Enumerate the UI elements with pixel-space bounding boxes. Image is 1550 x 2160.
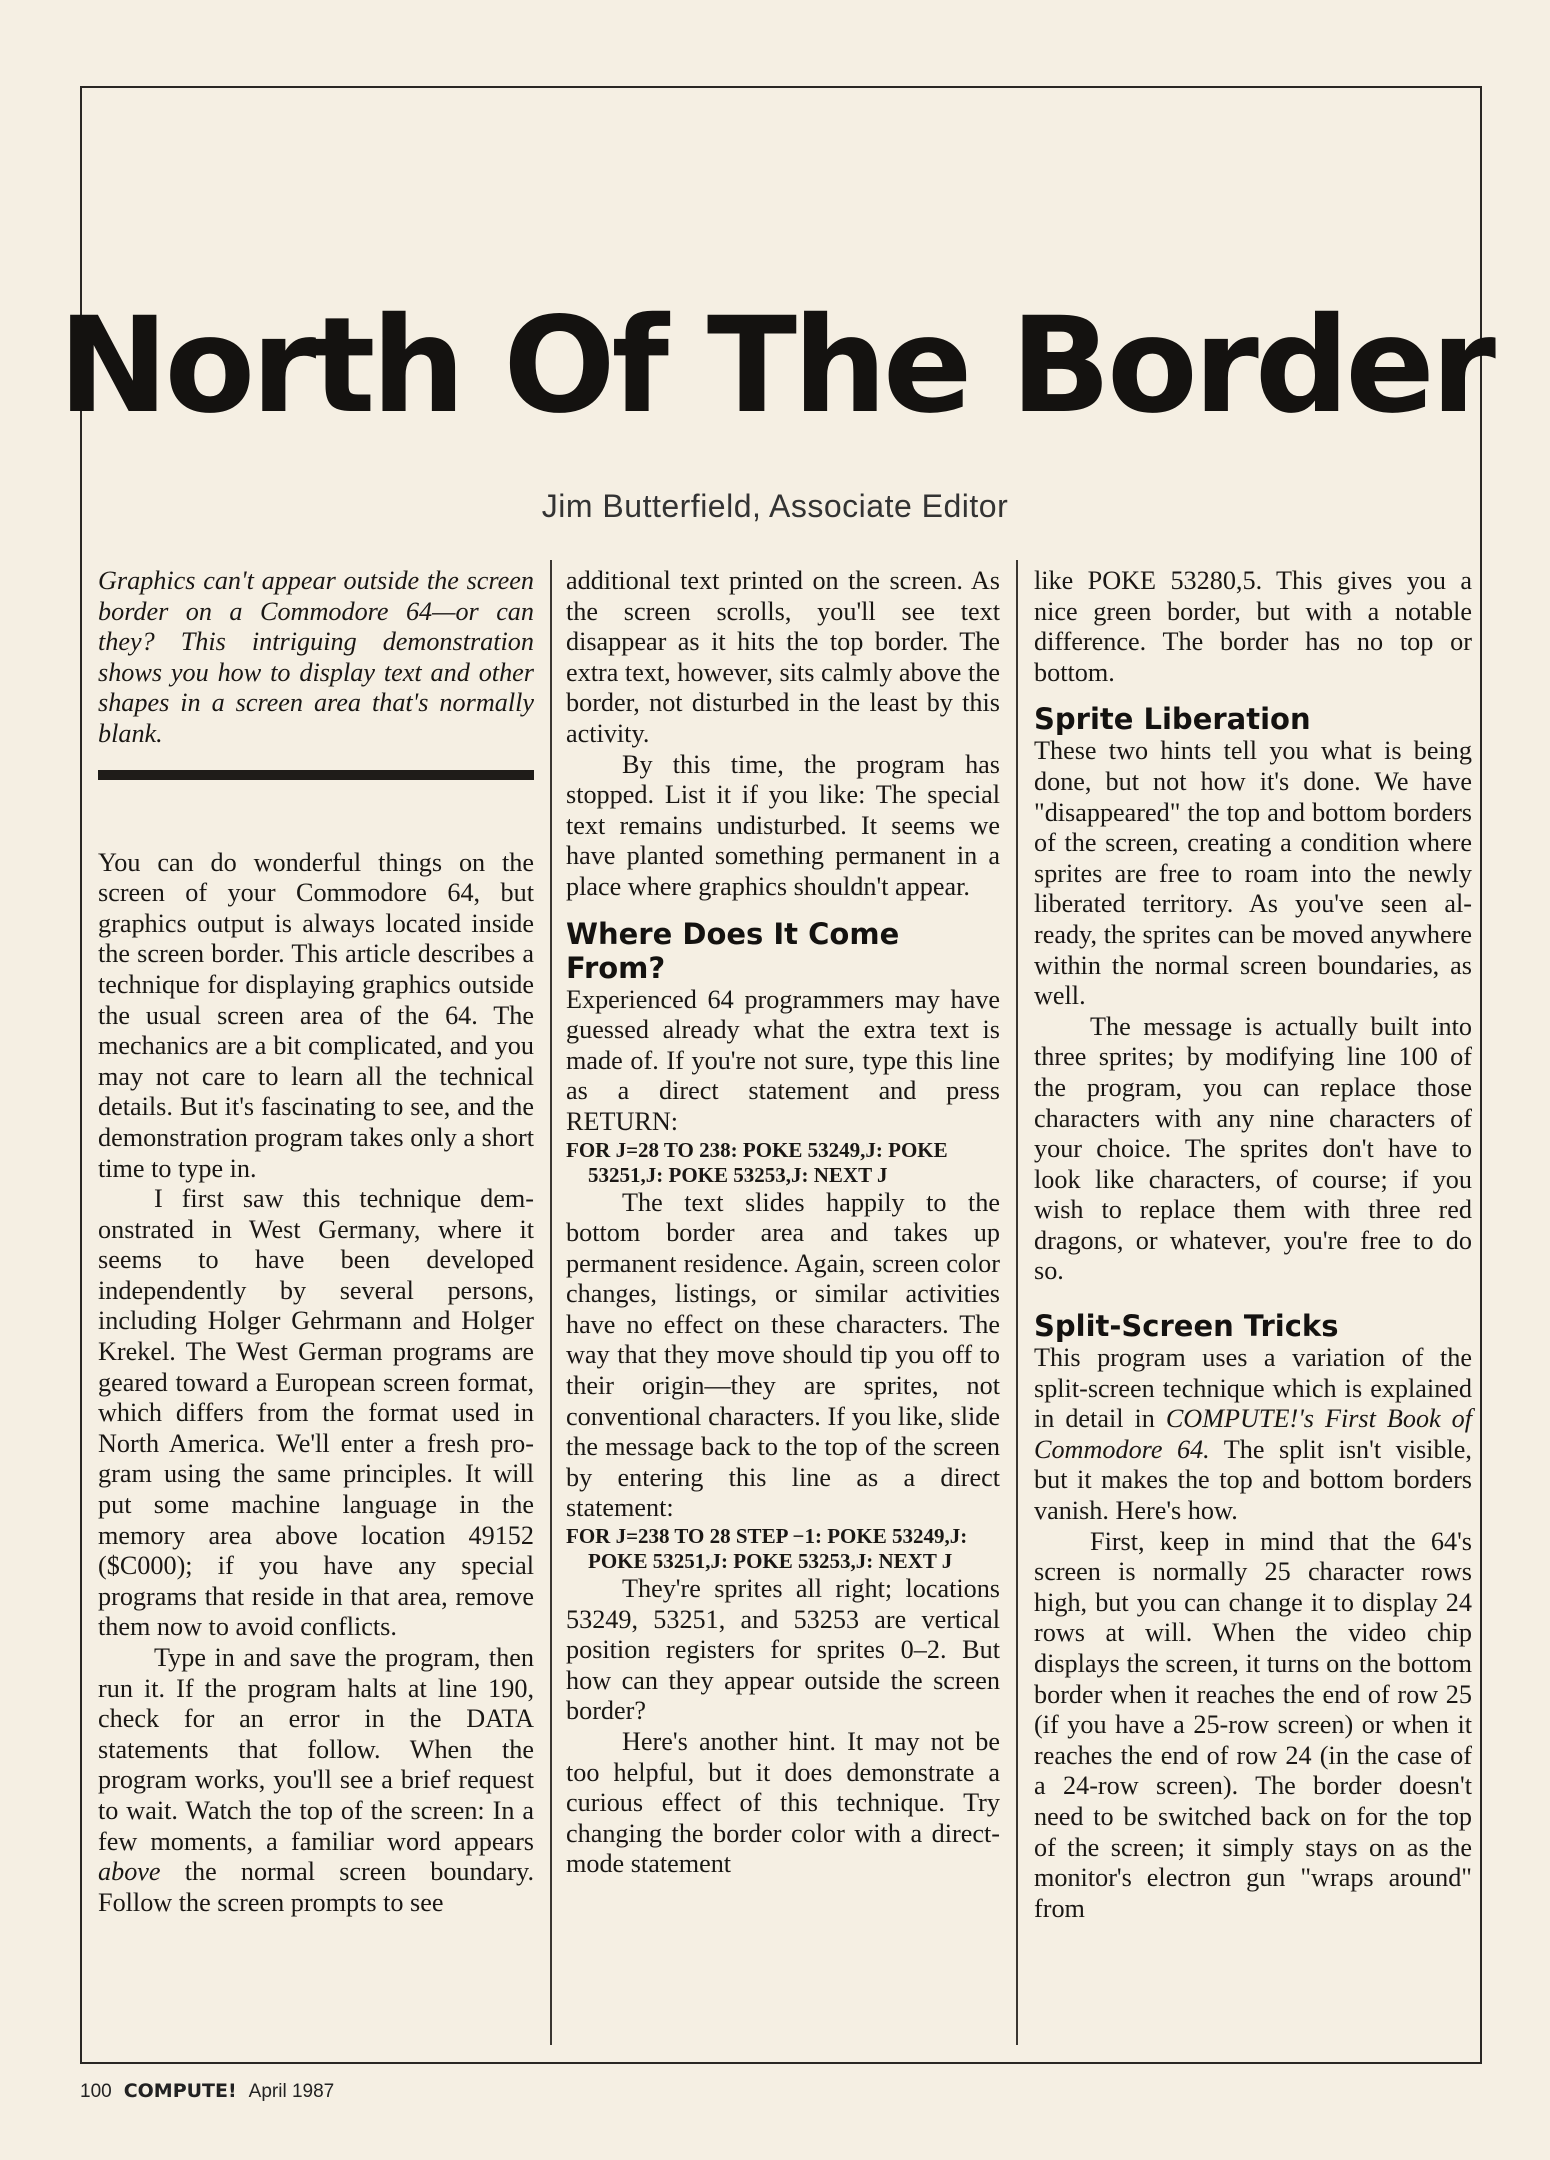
paragraph: First, keep in mind that the 64's screen is normally 25 character rows high, but you can change it to display 24 rows at will. When the video chip displays the screen, it turns on the bottom border when it reaches the end of row 25 (if you have a 25-row screen) or when it reaches the end of row 24 (in the case of a 24-row screen). The border doesn't need to be switched back on for the top of the screen; it simply stays on as the monitor's electron gun "wraps around" from <box>1034 1526 1472 1923</box>
paragraph: Experienced 64 programmers may have guessed already what the extra text is made of. If you're not sure, type this line as a direct statement and press RETURN: <box>566 984 1000 1136</box>
paragraph <box>1034 1343 1472 1527</box>
paragraph: The text slides happily to the bottom border area and takes up permanent residence. Again, screen color changes, listings, or similar activities have no effect on these characters. The way that they move should tip you off to their origin—they are sprites, not conventional characters. If you like, slide the message back to the top of the screen by entering this line as a direct statement: <box>566 1187 1000 1523</box>
paragraph: The message is actually built into three sprites; by modifying line 100 of the program, you can replace those characters with any nine characters of your choice. The sprites don't have to look like characters, of course; if you wish to replace them with three red dragons, or whatever, you're free to do so. <box>1034 1011 1472 1286</box>
column-2 <box>566 566 1000 1880</box>
paragraph: like POKE 53280,5. This gives you a nice green border, but with a notable difference. The border has no top or bottom. <box>1034 566 1472 687</box>
paragraph: additional text printed on the screen. As the screen scrolls, you'll see text disappear as it hits the top border. The extra text, however, sits calmly above the border, not disturbed in the least by this activity. <box>566 566 1000 748</box>
text-run: the normal screen boundary. Follow the screen prompts to see <box>98 1857 534 1917</box>
code-listing: FOR J=238 TO 28 STEP −1: POKE 53249,J: POKE 53251,J: POKE 53253,J: NEXT J <box>566 1524 968 1574</box>
emphasis: above <box>98 1857 161 1887</box>
column-1 <box>98 566 534 1918</box>
paragraph: These two hints tell you what is being done, but not how it's done. We have "disappeared" the top and bottom borders of the screen, creating a condition where sprites are free to roam into the newly liberated territory. As you've seen already, the sprites can be moved anywhere within the normal screen boundaries, as well. <box>1034 736 1472 1011</box>
book-title: COMPUTE!'s First Book of Commodore 64. <box>1034 1404 1472 1464</box>
text-run: The split isn't visible, but it makes the top and bottom borders vanish. Here's how. <box>1034 1434 1472 1526</box>
paragraph: You can do wonderful things on the screen of your Commodore 64, but graphics output is always located inside the screen border. This article describes a technique for displaying graphics outside the usual screen area of the 64. The mechanics are a bit complicated, and you may not care to learn all the technical details. But it's fascinating to see, and the demonstration program takes only a short time to type in. <box>98 847 534 1183</box>
column-divider <box>1016 560 1018 2045</box>
lede: Graphics can't appear outside the screen border on a Commodore 64—or can they? This intriguing demonstration shows you how to display text and other shapes in a screen area that's normally blank. <box>98 566 534 748</box>
paragraph <box>98 1643 534 1918</box>
paragraph: They're sprites all right; locations 53249, 53251, and 53253 are vertical position registers for sprites 0–2. But how can they appear outside the screen border? <box>566 1574 1000 1726</box>
code-listing: FOR J=28 TO 238: POKE 53249,J: POKE 53251,J: POKE 53253,J: NEXT J <box>566 1137 948 1187</box>
column-divider <box>550 560 552 2045</box>
paragraph: Here's another hint. It may not be too helpful, but it does demonstrate a curious effect of this technique. Try changing the border color with a direct-mode statement <box>566 1727 1000 1879</box>
subheading: Split-Screen Tricks <box>1034 1309 1339 1344</box>
paragraph: By this time, the program has stopped. List it if you like: The special text remains undisturbed. It seems we have planted something permanent in a place where graphics shouldn't appear. <box>566 749 1000 901</box>
lede-rule <box>98 770 534 780</box>
page-footer <box>80 2080 334 2103</box>
issue-date: April 1987 <box>248 2081 335 2102</box>
text-run: This program uses a variation of the split-screen technique which is explained in detail in <box>1034 1343 1472 1434</box>
magazine-name: COMPUTE! <box>123 2080 237 2102</box>
subheading: Where Does It Come From? <box>566 916 900 985</box>
article-title: North Of The Border <box>58 289 1492 443</box>
byline: Jim Butterfield, Associate Editor <box>541 488 1009 524</box>
column-3 <box>1034 566 1472 1924</box>
paragraph: I first saw this technique demonstrated in West Germany, where it seems to have been developed independently by several persons, including Holger Gehrmann and Holger Krekel. The West German programs are geared toward a European screen format, which differs from the format used in North America. We'll enter a fresh program using the same principles. It will put some machine language in the memory area above location 49152 ($C000); if you have any special programs that reside in that area, remove them now to avoid conflicts. <box>98 1184 534 1642</box>
page-number: 100 <box>80 2081 112 2102</box>
text-run: Type in and save the program, then run it. If the program halts at line 190, check for an error in the DATA statements that follow. When the program works, you'll see a brief request to wait. Watch the top of the screen: In a few moments, a familiar word appears <box>98 1643 534 1856</box>
subheading: Sprite Liberation <box>1034 702 1311 737</box>
